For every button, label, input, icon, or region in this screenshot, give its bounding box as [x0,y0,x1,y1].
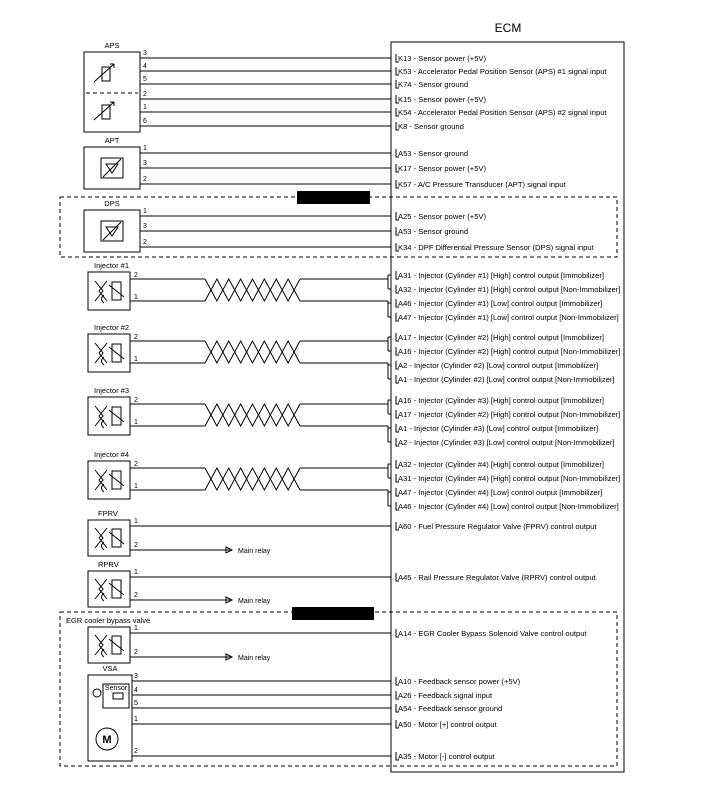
vsa-row-0-desc: - Feedback sensor power (+5V) [411,677,521,686]
aps-row-4-desc: - Accelerator Pedal Position Sensor (APS) #2 signal input [411,108,607,117]
injector-2-row-2-code: A2 [398,361,408,370]
injector-4-row-0-code: A32 [398,460,412,469]
injector-1-pin-high: 2 [134,272,138,279]
vsa-sensor-knob [93,689,101,697]
injector-4-row-3-code: A46 [398,502,412,511]
injector-3-row-1-label [398,410,620,419]
injector-1-pin-low: 1 [134,294,138,301]
injector-1-row-1-desc: - Injector (Cylinder #1) [High] control output [Non-Immobilizer] [411,285,621,294]
rprv-name: RPRV [98,560,119,569]
injector-3-twist-a [205,404,300,426]
dps-pin-2: 2 [143,239,147,246]
injector-2-row-1-desc: - Injector (Cylinder #2) [High] control output [Non-Immobilizer] [411,347,621,356]
injector-3-pin-high: 2 [134,397,138,404]
egr-box [88,627,130,663]
injector-4-row-2-label [398,488,602,497]
injector-4-row-0-label [398,460,604,469]
apt-row-0-desc: - Sensor ground [411,149,469,158]
injector-4-row-1-code: A31 [398,474,412,483]
injector-2-row-1-code: A16 [398,347,412,356]
injector-1-row-0-label [398,271,604,280]
fprv-name: FPRV [98,509,118,518]
vsa-row-3-code: A50 [398,720,412,729]
apt-row-0-label [398,149,468,158]
aps-row-0-label [398,54,486,63]
injector-3-box [88,397,130,435]
injector-4-pin-high: 2 [134,461,138,468]
aps-row-3-desc: - Sensor power (+5V) [411,95,487,104]
injector-4-row-2-desc: - Injector (Cylinder #4) [Low] control output [Immobilizer] [411,488,603,497]
injector-3-row-0-label [398,396,604,405]
injector-1-name: Injector #1 [94,261,130,270]
vsa-row-0-code: A10 [398,677,412,686]
injector-4-twist-a [205,468,300,490]
vsa-row-0-label [398,677,521,686]
injector-2-name: Injector #2 [94,323,130,332]
injector-1-row-2-code: A46 [398,299,412,308]
injector-3-row-2-code: A1 [398,424,408,433]
aps-pin-3: 3 [143,50,147,57]
apt-pin-2: 2 [143,176,147,183]
injector-4-row-2-code: A47 [398,488,412,497]
injector-3-row-1-code: A17 [398,410,412,419]
injector-2-row-1-label [398,347,620,356]
egr-pin-b: 2 [134,649,138,656]
vsa-row-4-label [398,752,496,761]
injector-2-twist-a [205,341,300,363]
aps-row-1-code: K53 [398,67,412,76]
aps-row-1-desc: - Accelerator Pedal Position Sensor (APS) #1 signal input [411,67,607,76]
vsa-row-1-code: A26 [398,691,412,700]
aps-name: APS [104,41,120,50]
injector-4-pin-low: 1 [134,483,138,490]
injector-3-row-2-desc: - Injector (Cylinder #3) [Low] control output [Immobilizer] [407,424,599,433]
injector-4-row-3-label [398,502,619,511]
apt-row-2-label [398,180,566,189]
injector-1-box [88,272,130,310]
apt-pin-1: 1 [143,145,147,152]
dps-row-1-code: A53 [398,227,412,236]
injector-1-row-2-desc: - Injector (Cylinder #1) [Low] control output [Immobilizer] [411,299,603,308]
apt-row-1-label [398,164,486,173]
dps-row-1-desc: - Sensor ground [411,227,469,236]
injector-3-row-0-desc: - Injector (Cylinder #3) [High] control output [Immobilizer] [411,396,604,405]
injector-4-box [88,461,130,499]
injector-4-twist-b [205,468,300,490]
dps-row-0-label [398,212,486,221]
vsa-pin-2: 2 [134,748,138,755]
aps-row-3-label [398,95,486,104]
injector-2-pin-low: 1 [134,356,138,363]
fprv-row-code: A60 [398,522,412,531]
vsa-sensor-label: Sensor [104,685,128,692]
rprv-row-code: A45 [398,573,412,582]
aps-row-0-desc: - Sensor power (+5V) [411,54,487,63]
egr-row-label [398,629,587,638]
dps-pin-3: 3 [143,223,147,230]
vsa-row-4-desc: - Motor [-] control output [411,752,495,761]
injector-1-row-3-desc: - Injector (Cylinder #1) [Low] control output [Non-Immobilizer] [411,313,619,322]
injector-2-row-3-code: A1 [398,375,408,384]
injector-3-row-3-label [398,438,615,447]
apt-pin-3: 3 [143,160,147,167]
vsa-row-3-desc: - Motor [+] control output [411,720,497,729]
vsa-row-1-label [398,691,493,700]
injector-4-name: Injector #4 [94,450,130,459]
injector-1-twist-b [205,279,300,301]
dps-row-2-desc: - DPF Differential Pressure Sensor (DPS) signal input [411,243,594,252]
injector-4-row-0-desc: - Injector (Cylinder #4) [High] control output [Immobilizer] [411,460,604,469]
aps-row-2-label [398,80,468,89]
aps-pin-4: 4 [143,63,147,70]
aps-row-5-label [398,122,464,131]
injector-3-row-1-desc: - Injector (Cylinder #2) [High] control output [Non-Immobilizer] [411,410,621,419]
apt-row-0-code: A53 [398,149,412,158]
injector-2-row-0-code: A17 [398,333,412,342]
ecm-title: ECM [494,21,522,35]
egr-row-code: A14 [398,629,412,638]
injector-1-row-3-label [398,313,619,322]
vsa-row-1-desc: - Feedback signal input [411,691,493,700]
egr-row-desc: - EGR Cooler Bypass Solenoid Valve control output [411,629,587,638]
aps-row-1-label [398,67,607,76]
egr-main-relay: Main relay [238,655,271,662]
aps-row-4-label [398,108,607,117]
apt-row-2-desc: - A/C Pressure Transducer (APT) signal input [411,180,566,189]
fprv-main-relay: Main relay [238,548,271,555]
dps-pin-1: 1 [143,208,147,215]
aps-pin-1: 1 [143,104,147,111]
aps-pin-2: 2 [143,91,147,98]
injector-1-row-1-label [398,285,620,294]
aps-row-5-desc: - Sensor ground [407,122,464,131]
injector-1-row-0-code: A31 [398,271,412,280]
injector-2-row-2-desc: - Injector (Cylinder #2) [Low] control output [Immobilizer] [407,361,599,370]
aps-pin-6: 6 [143,118,147,125]
fprv-box [88,520,130,556]
injector-1-row-3-code: A47 [398,313,412,322]
vsa-motor-label: M [102,734,112,746]
apt-name: APT [104,136,120,145]
vsa-sensor-element [113,693,123,699]
injector-2-row-3-label [398,375,615,384]
euro45-badge: Euro - 4/5 only [303,609,363,619]
egr-pin-a: 1 [134,625,138,632]
injector-3-row-2-label [398,424,598,433]
vsa-row-2-desc: - Feedback sensor ground [411,704,503,713]
injector-4-row-1-label [398,474,620,483]
vsa-name: VSA [102,664,118,673]
vsa-row-3-label [398,720,497,729]
rprv-row-label [398,573,597,582]
rprv-box [88,571,130,607]
vsa-row-2-code: A54 [398,704,412,713]
injector-4-row-3-desc: - Injector (Cylinder #4) [Low] control output [Non-Immobilizer] [411,502,619,511]
injector-2-box [88,334,130,372]
injector-1-row-0-desc: - Injector (Cylinder #1) [High] control output [Immobilizer] [411,271,604,280]
euro5-badge: Euro - 5 only [307,193,359,203]
injector-3-row-0-code: A16 [398,396,412,405]
dps-row-1-label [398,227,468,236]
aps-row-3-code: K15 [398,95,412,104]
dps-row-0-code: A25 [398,212,412,221]
injector-1-twist-a [205,279,300,301]
dps-name: DPS [104,199,120,208]
rprv-main-relay: Main relay [238,598,271,605]
vsa-pin-1: 1 [134,716,138,723]
injector-2-row-2-label [398,361,598,370]
vsa-pin-5: 5 [134,700,138,707]
injector-3-pin-low: 1 [134,419,138,426]
aps-row-0-code: K13 [398,54,412,63]
apt-row-1-desc: - Sensor power (+5V) [411,164,487,173]
aps-row-2-code: K74 [398,80,412,89]
fprv-pin-b: 2 [134,542,138,549]
rprv-row-desc: - Rail Pressure Regulator Valve (RPRV) control output [411,573,596,582]
egr-name: EGR cooler bypass valve [66,616,151,625]
injector-3-row-3-desc: - Injector (Cylinder #3) [Low] control output [Non-Immobilizer] [407,438,615,447]
aps-pin-5: 5 [143,76,147,83]
dps-row-2-code: K34 [398,243,412,252]
fprv-pin-a: 1 [134,518,138,525]
vsa-row-4-code: A35 [398,752,412,761]
injector-1-row-2-label [398,299,602,308]
rprv-pin-a: 1 [134,569,138,576]
fprv-row-desc: - Fuel Pressure Regulator Valve (FPRV) control output [411,522,597,531]
injector-2-row-3-desc: - Injector (Cylinder #2) [Low] control output [Non-Immobilizer] [407,375,615,384]
injector-4-row-1-desc: - Injector (Cylinder #4) [High] control output [Non-Immobilizer] [411,474,621,483]
fprv-row-label [398,522,597,531]
injector-1-row-1-code: A32 [398,285,412,294]
injector-2-twist-b [205,341,300,363]
rprv-pin-b: 2 [134,592,138,599]
vsa-row-2-label [398,704,502,713]
apt-row-2-code: K57 [398,180,412,189]
injector-2-row-0-label [398,333,604,342]
dps-row-0-desc: - Sensor power (+5V) [411,212,487,221]
injector-3-row-3-code: A2 [398,438,408,447]
injector-2-pin-high: 2 [134,334,138,341]
injector-3-twist-b [205,404,300,426]
aps-row-5-code: K8 [398,122,408,131]
injector-2-row-0-desc: - Injector (Cylinder #2) [High] control output [Immobilizer] [411,333,604,342]
aps-row-4-code: K54 [398,108,412,117]
vsa-pin-4: 4 [134,687,138,694]
injector-3-name: Injector #3 [94,386,130,395]
vsa-pin-3: 3 [134,673,138,680]
aps-row-2-desc: - Sensor ground [411,80,469,89]
apt-row-1-code: K17 [398,164,412,173]
dps-row-2-label [398,243,595,252]
